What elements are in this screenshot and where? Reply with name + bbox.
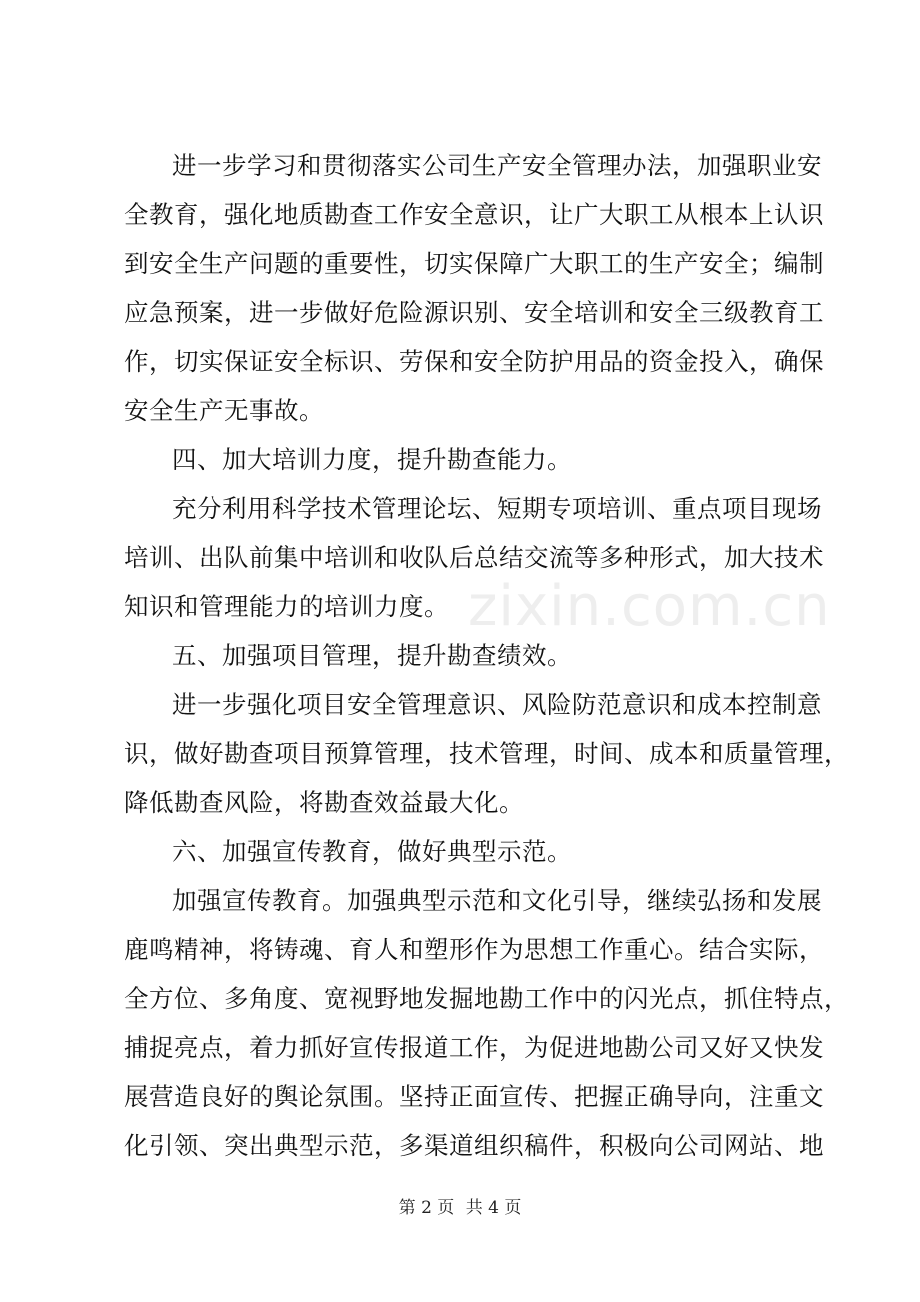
text-line: 捕捉亮点，着力抓好宣传报道工作，为促进地勘公司又好又快发 [124, 1033, 824, 1062]
page-footer [0, 1193, 920, 1218]
document-body [124, 141, 849, 1170]
page-total: 共 4 页 [465, 1198, 522, 1218]
text-line: 到安全生产问题的重要性，切实保障广大职工的生产安全；编制 [124, 249, 824, 278]
text-line: 知识和管理能力的培训力度。 [124, 592, 449, 621]
text-line: 识，做好勘查项目预算管理，技术管理，时间、成本和质量管理， [124, 739, 849, 768]
text-line: 全方位、多角度、宽视野地发掘地勘工作中的闪光点，抓住特点， [124, 984, 849, 1013]
text-line: 全教育，强化地质勘查工作安全意识，让广大职工从根本上认识 [124, 200, 824, 229]
text-line: 鹿鸣精神，将铸魂、育人和塑形作为思想工作重心。结合实际， [124, 935, 824, 964]
text-line: 进一步学习和贯彻落实公司生产安全管理办法，加强职业安 [172, 151, 822, 180]
text-line: 安全生产无事故。 [124, 396, 324, 425]
section-heading: 六、加强宣传教育，做好典型示范。 [172, 837, 572, 866]
text-line: 化引领、突出典型示范，多渠道组织稿件，积极向公司网站、地 [124, 1131, 824, 1160]
text-line: 降低勘查风险，将勘查效益最大化。 [124, 788, 524, 817]
text-line: 应急预案，进一步做好危险源识别、安全培训和安全三级教育工 [124, 298, 824, 327]
page-number: 第 2 页 [398, 1198, 455, 1218]
section-heading: 四、加大培训力度，提升勘查能力。 [172, 445, 572, 474]
text-line: 培训、出队前集中培训和收队后总结交流等多种形式，加大技术 [124, 543, 824, 572]
text-line: 充分利用科学技术管理论坛、短期专项培训、重点项目现场 [172, 494, 822, 523]
text-line: 加强宣传教育。加强典型示范和文化引导，继续弘扬和发展 [172, 886, 822, 915]
watermark: zixin.com.cn [468, 574, 831, 639]
text-line: 进一步强化项目安全管理意识、风险防范意识和成本控制意 [172, 690, 822, 719]
text-line: 展营造良好的舆论氛围。坚持正面宣传、把握正确导向，注重文 [124, 1082, 824, 1111]
section-heading: 五、加强项目管理，提升勘查绩效。 [172, 641, 572, 670]
text-line: 作，切实保证安全标识、劳保和安全防护用品的资金投入，确保 [124, 347, 824, 376]
